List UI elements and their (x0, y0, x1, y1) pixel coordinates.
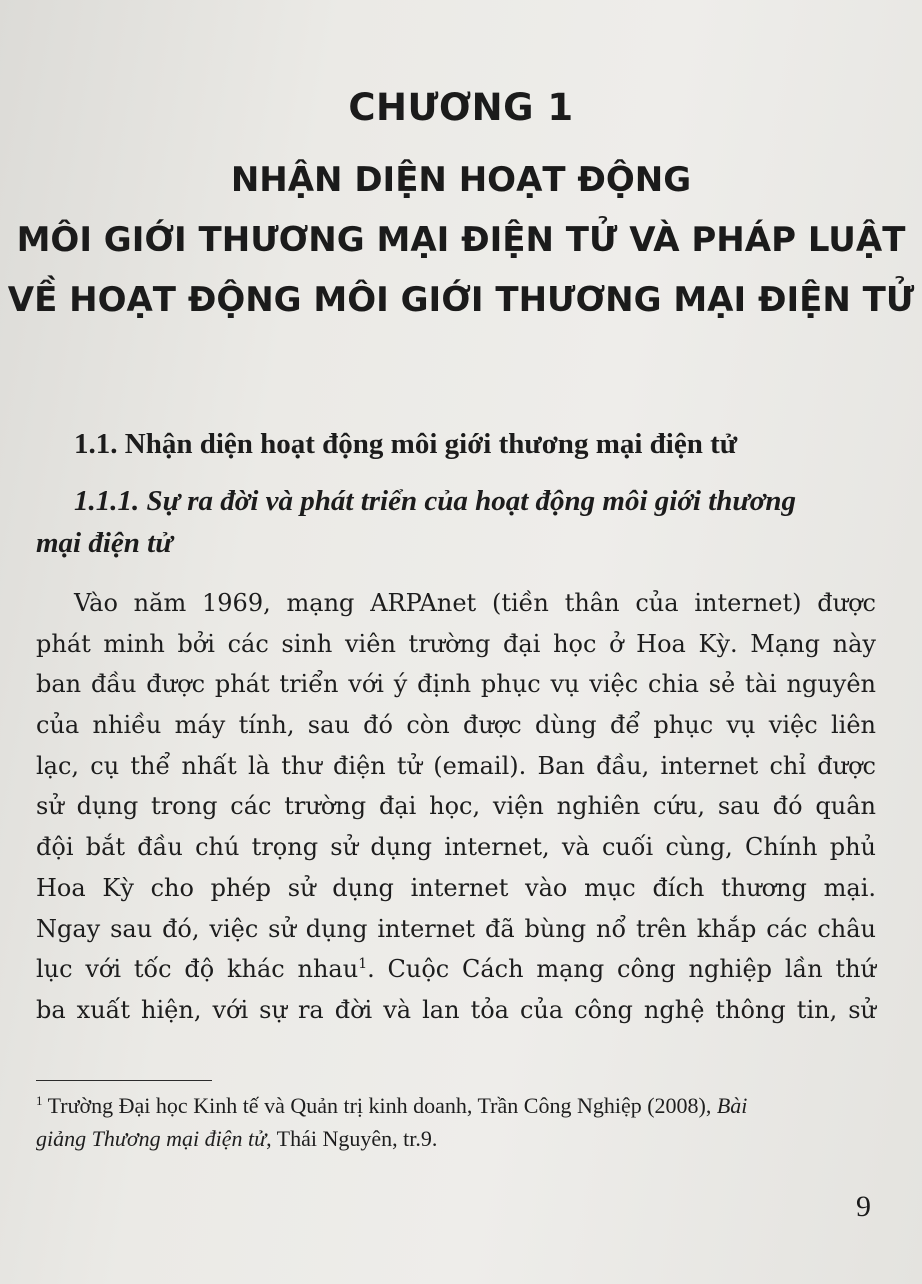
paragraph-line: Vào năm 1969, mạng ARPAnet (tiền thân của internet) được (74, 589, 876, 617)
footnote-italic: giảng Thương mại điện tử (36, 1126, 267, 1151)
chapter-title-line: NHẬN DIỆN HOẠT ĐỘNG (230, 160, 692, 200)
paragraph-line (36, 949, 876, 990)
subsection-heading-line: mại điện tử (36, 527, 173, 559)
paragraph-line: đội bắt đầu chú trọng sử dụng internet, và cuối cùng, Chính phủ (36, 833, 876, 862)
footnote-line (36, 1122, 888, 1155)
page-number: 9 (856, 1190, 871, 1223)
footnote-italic: Bài (716, 1093, 748, 1118)
footnote (36, 1089, 888, 1155)
footnote-reference[interactable]: 1 (358, 956, 368, 973)
paragraph-line: ba xuất hiện, với sự ra đời và lan tỏa của công nghệ thông tin, sử (36, 995, 876, 1024)
paragraph-line: sử dụng trong các trường đại học, viện nghiên cứu, sau đó quân (36, 792, 876, 821)
body-paragraph (36, 583, 876, 1031)
chapter-title-line: MÔI GIỚI THƯƠNG MẠI ĐIỆN TỬ VÀ PHÁP LUẬT (16, 220, 906, 260)
chapter-title-line: VỀ HOẠT ĐỘNG MÔI GIỚI THƯƠNG MẠI ĐIỆN TỬ (7, 280, 915, 320)
footnote-line (36, 1089, 888, 1122)
bleed-through-text (40, 0, 920, 41)
paragraph-line: phát minh bởi các sinh viên trường đại học ở Hoa Kỳ. Mạng này (36, 629, 876, 658)
chapter-label: CHƯƠNG 1 (348, 86, 574, 129)
subsection-heading-line: 1.1.1. Sự ra đời và phát triển của hoạt động môi giới thương (74, 485, 796, 517)
paragraph-line: Ngay sau đó, việc sử dụng internet đã bùng nổ trên khắp các châu (36, 914, 876, 943)
footnote-text: , Thái Nguyên, tr.9. (266, 1126, 438, 1151)
paragraph-line: Hoa Kỳ cho phép sử dụng internet vào mục đích thương mại. (36, 873, 876, 902)
paragraph-line: ban đầu được phát triển với ý định phục vụ việc chia sẻ tài nguyên (36, 670, 876, 699)
footnote-marker: 1 (36, 1093, 43, 1108)
line-text: lục với tốc độ khác nhau (36, 955, 359, 984)
section-heading: 1.1. Nhận diện hoạt động môi giới thương mại điện tử (74, 428, 738, 460)
line-text: . Cuộc Cách mạng công nghiệp lần thứ (367, 955, 877, 984)
footnote-divider (36, 1080, 212, 1081)
paragraph-line: lạc, cụ thể nhất là thư điện tử (email). Ban đầu, internet chỉ được (36, 751, 876, 780)
subsection-heading (36, 480, 876, 564)
paragraph-line: của nhiều máy tính, sau đó còn được dùng để phục vụ việc liên (36, 711, 876, 740)
chapter-title (0, 150, 922, 330)
footnote-text: Trường Đại học Kinh tế và Quản trị kinh doanh, Trần Công Nghiệp (2008), (47, 1093, 712, 1118)
